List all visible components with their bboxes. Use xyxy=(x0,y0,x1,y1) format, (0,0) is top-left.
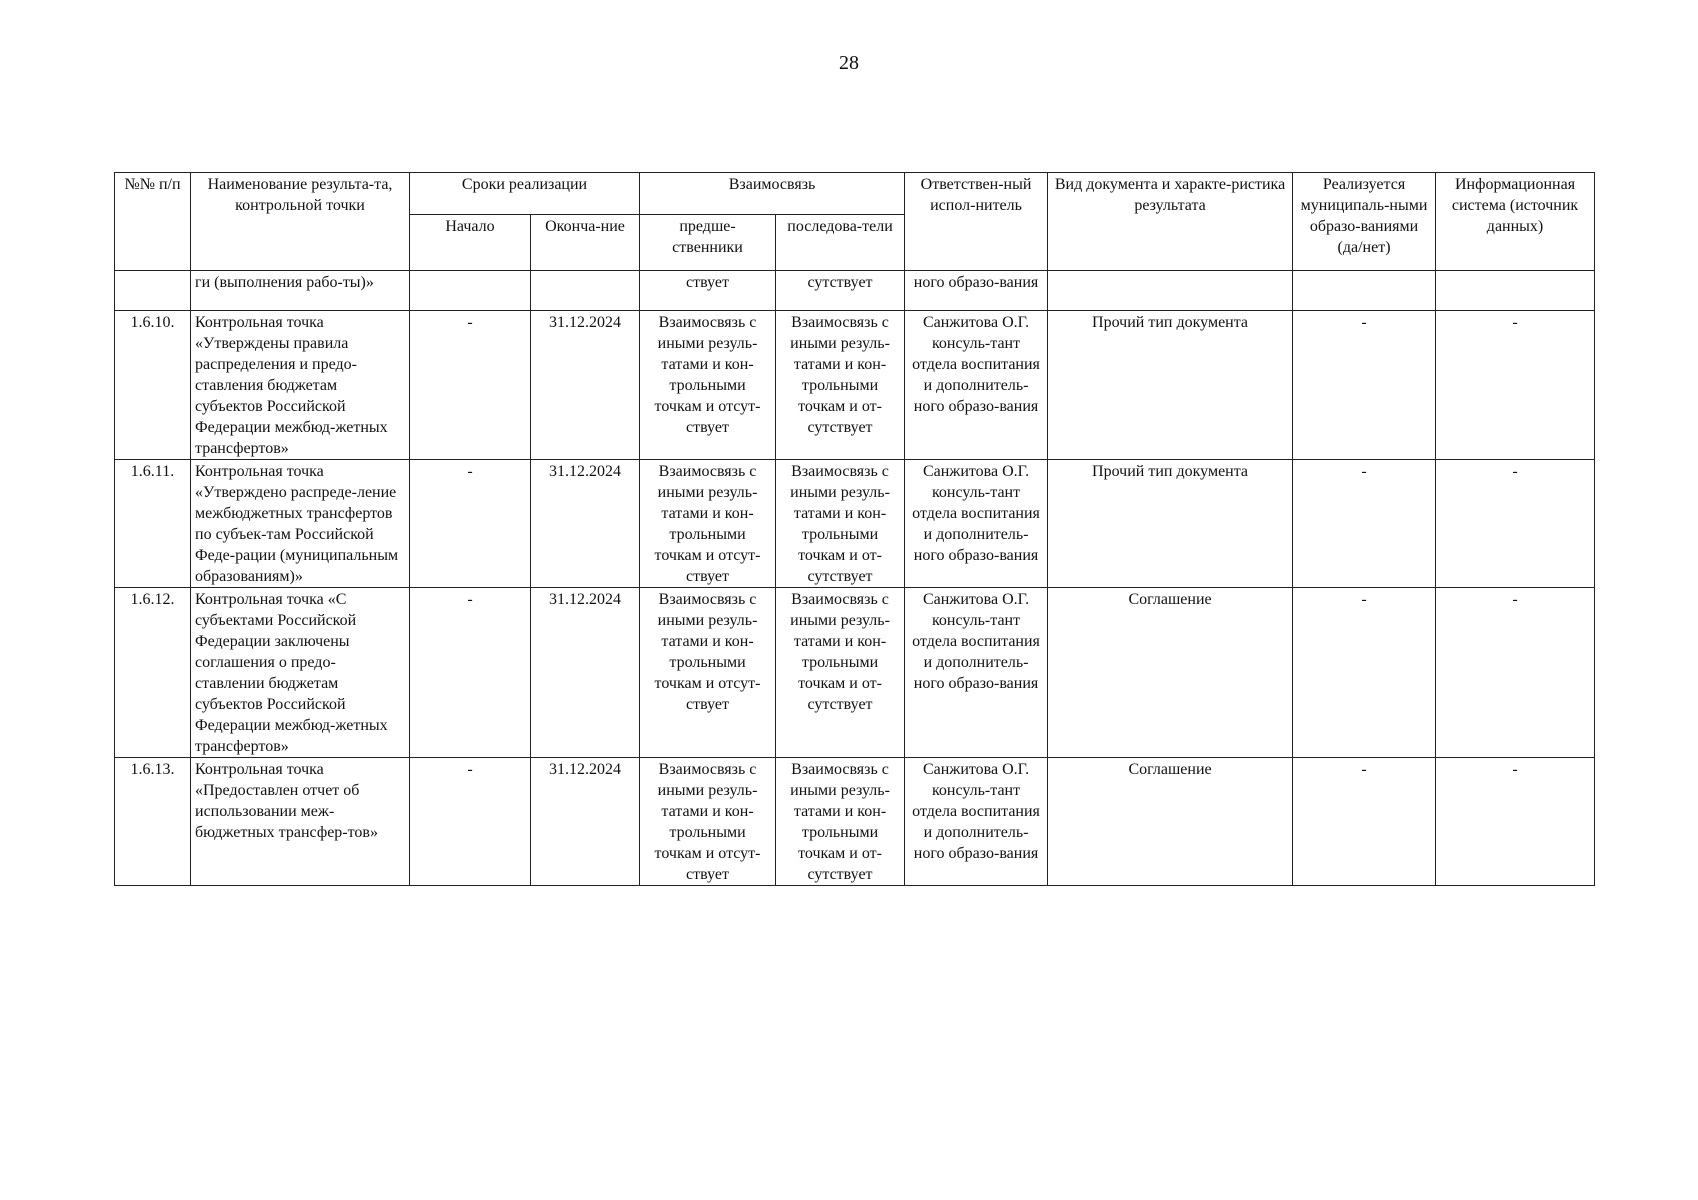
cell-start: - xyxy=(410,588,531,758)
cell-end: 31.12.2024 xyxy=(531,588,640,758)
cell-info-system xyxy=(1436,271,1595,311)
cell-document: Соглашение xyxy=(1048,588,1293,758)
cell-end xyxy=(531,271,640,311)
cell-responsible: Санжитова О.Г. консуль-тант отдела воспитания и дополнитель-ного образо-вания xyxy=(905,758,1048,886)
cell-info-system: - xyxy=(1436,311,1595,460)
cell-document: Прочий тип документа xyxy=(1048,311,1293,460)
cell-num: 1.6.12. xyxy=(115,588,191,758)
cell-info-system: - xyxy=(1436,460,1595,588)
header-timing: Сроки реализации xyxy=(410,173,640,215)
cell-successors: Взаимосвязь с иными резуль-татами и кон-трольными точкам и от-сутствует xyxy=(776,758,905,886)
cell-start: - xyxy=(410,460,531,588)
cell-predecessors: Взаимосвязь с иными резуль-татами и кон-трольными точкам и отсут-ствует xyxy=(640,311,776,460)
header-start: Начало xyxy=(410,215,531,271)
header-predecessors: предше-ственники xyxy=(640,215,776,271)
table-row xyxy=(115,460,1595,588)
cell-document xyxy=(1048,271,1293,311)
cell-municipal: - xyxy=(1293,758,1436,886)
header-successors: последова-тели xyxy=(776,215,905,271)
cell-end: 31.12.2024 xyxy=(531,460,640,588)
cell-predecessors: Взаимосвязь с иными резуль-татами и кон-трольными точкам и отсут-ствует xyxy=(640,758,776,886)
header-responsible: Ответствен-ный испол-нитель xyxy=(905,173,1048,271)
table-row xyxy=(115,758,1595,886)
cell-successors: Взаимосвязь с иными резуль-татами и кон-трольными точкам и от-сутствует xyxy=(776,588,905,758)
cell-num: 1.6.10. xyxy=(115,311,191,460)
cell-start: - xyxy=(410,758,531,886)
header-end: Оконча-ние xyxy=(531,215,640,271)
cell-predecessors: Взаимосвязь с иными резуль-татами и кон-трольными точкам и отсут-ствует xyxy=(640,588,776,758)
header-num: №№ п/п xyxy=(115,173,191,271)
cell-start xyxy=(410,271,531,311)
cell-predecessors: ствует xyxy=(640,271,776,311)
cell-successors: сутствует xyxy=(776,271,905,311)
header-link: Взаимосвязь xyxy=(640,173,905,215)
cell-name: Контрольная точка «Утверждены правила распределения и предо-ставления бюджетам субъектов Российской Федерации межбюд-жетных трансфертов» xyxy=(191,311,410,460)
cell-document: Соглашение xyxy=(1048,758,1293,886)
cell-predecessors: Взаимосвязь с иными резуль-татами и кон-трольными точкам и отсут-ствует xyxy=(640,460,776,588)
cell-num: 1.6.11. xyxy=(115,460,191,588)
cell-name: Контрольная точка «С субъектами Российской Федерации заключены соглашения о предо-ставлении бюджетам субъектов Российской Федерации межбюд-жетных трансфертов» xyxy=(191,588,410,758)
cell-start: - xyxy=(410,311,531,460)
cell-document: Прочий тип документа xyxy=(1048,460,1293,588)
cell-successors: Взаимосвязь с иными резуль-татами и кон-трольными точкам и от-сутствует xyxy=(776,311,905,460)
cell-responsible: Санжитова О.Г. консуль-тант отдела воспитания и дополнитель-ного образо-вания xyxy=(905,460,1048,588)
cell-municipal: - xyxy=(1293,460,1436,588)
cell-municipal: - xyxy=(1293,588,1436,758)
table-row xyxy=(115,588,1595,758)
cell-municipal: - xyxy=(1293,311,1436,460)
cell-responsible: Санжитова О.Г. консуль-тант отдела воспитания и дополнитель-ного образо-вания xyxy=(905,588,1048,758)
cell-info-system: - xyxy=(1436,588,1595,758)
cell-num: 1.6.13. xyxy=(115,758,191,886)
header-info-system: Информационная система (источник данных) xyxy=(1436,173,1595,271)
cell-name: ги (выполнения рабо-ты)» xyxy=(191,271,410,311)
cell-end: 31.12.2024 xyxy=(531,758,640,886)
header-row-1 xyxy=(115,173,1595,215)
header-municipal: Реализуется муниципаль-ными образо-ваниями (да/нет) xyxy=(1293,173,1436,271)
table-row xyxy=(115,311,1595,460)
cell-num xyxy=(115,271,191,311)
page-number: 28 xyxy=(839,52,859,74)
cell-responsible: Санжитова О.Г. консуль-тант отдела воспитания и дополнитель-ного образо-вания xyxy=(905,311,1048,460)
cell-name: Контрольная точка «Предоставлен отчет об использовании меж-бюджетных трансфер-тов» xyxy=(191,758,410,886)
cell-name: Контрольная точка «Утверждено распреде-ление межбюджетных трансфертов по субъек-там Российской Феде-рации (муниципальным образованиям)» xyxy=(191,460,410,588)
header-name: Наименование результа-та, контрольной точки xyxy=(191,173,410,271)
header-document: Вид документа и характе-ристика результата xyxy=(1048,173,1293,271)
cell-successors: Взаимосвязь с иными резуль-татами и кон-трольными точкам и от-сутствует xyxy=(776,460,905,588)
cell-municipal xyxy=(1293,271,1436,311)
results-table xyxy=(114,172,1595,886)
cell-end: 31.12.2024 xyxy=(531,311,640,460)
cell-info-system: - xyxy=(1436,758,1595,886)
table-row-continuation xyxy=(115,271,1595,311)
cell-responsible: ного образо-вания xyxy=(905,271,1048,311)
